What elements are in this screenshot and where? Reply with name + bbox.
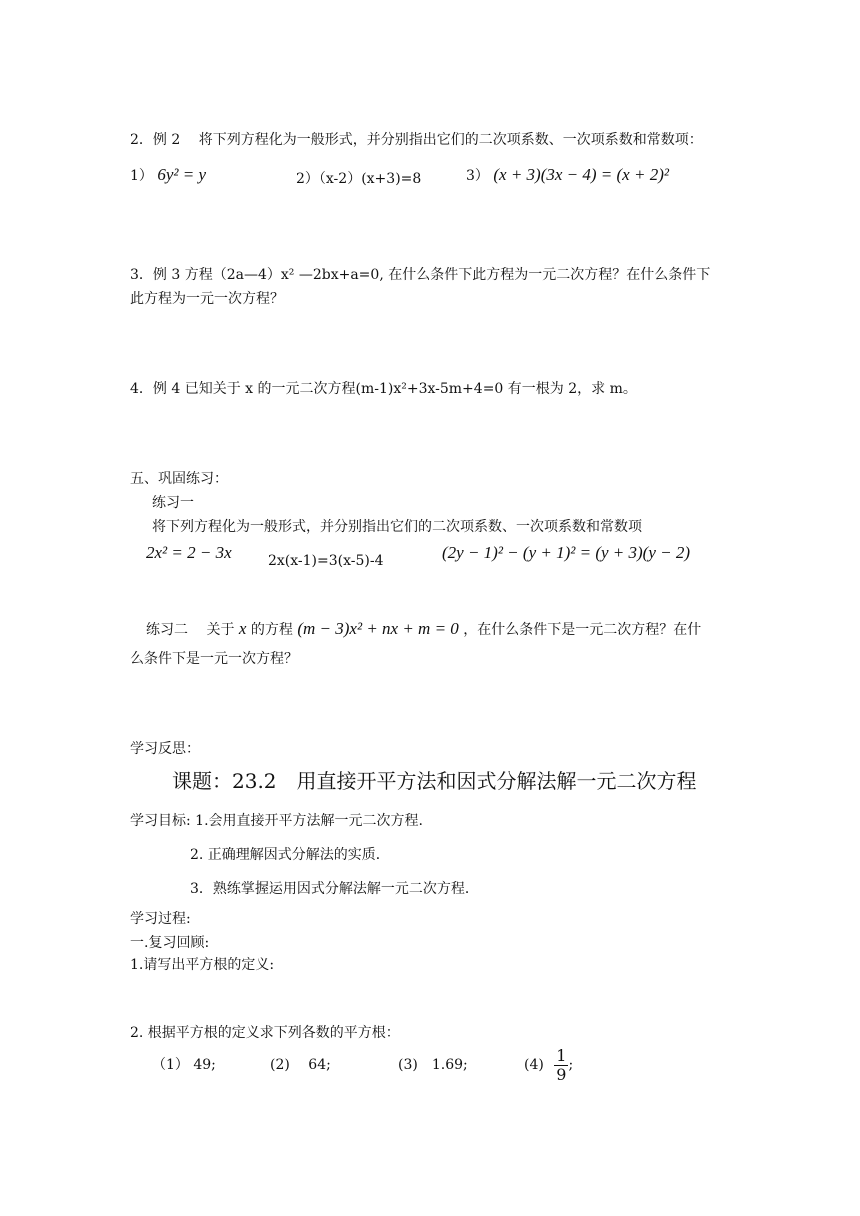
practice-2-equation: (m − 3)x² + nx + m = 0 xyxy=(297,619,459,638)
section-5-heading: 五、巩固练习： xyxy=(130,471,228,487)
practice-1-equation-2: 2x(x-1)=3(x-5)-4 xyxy=(268,553,384,569)
practice-1-label: 练习一 xyxy=(152,495,194,511)
example-2-heading: 2．例 2 将下列方程化为一般形式，并分别指出它们的二次项系数、一次项系数和常数项： xyxy=(130,132,703,148)
fraction xyxy=(554,1047,568,1084)
example-4-line: 4．例 4 已知关于 x 的一元二次方程(m-1)x²+3x-5m+4=0 有一根为 2，求 m。 xyxy=(130,381,637,397)
q2-item-1: （1） 49; xyxy=(152,1057,216,1073)
example-3-line-2: 此方程为一元一次方程？ xyxy=(130,291,284,307)
q2-item-3: (3) 1.69; xyxy=(398,1057,468,1073)
process-heading: 学习过程: xyxy=(130,911,191,927)
q2-item-4 xyxy=(524,1046,573,1084)
fraction-denominator: 9 xyxy=(556,1064,567,1084)
lesson-title: 课题：23.2 用直接开平方法和因式分解法解一元二次方程 xyxy=(172,769,697,793)
q2-item-2: (2) 64; xyxy=(270,1057,331,1073)
practice-2-line-1 xyxy=(146,620,701,639)
review-heading: 一.复习回顾: xyxy=(130,935,210,951)
fraction-tail: ; xyxy=(568,1057,574,1073)
practice-1-equation-3: (2y − 1)² − (y + 1)² = (y + 3)(y − 2) xyxy=(442,543,690,562)
item-label: (4) xyxy=(524,1057,544,1073)
equation: 6y² = y xyxy=(157,165,207,184)
item-label: 3） xyxy=(466,168,489,184)
practice-2-text-b: 的方程 xyxy=(250,622,293,638)
example-2-item-2: 2）（x-2）(x+3)=8 xyxy=(296,171,422,187)
reflection-heading: 学习反思： xyxy=(130,741,200,757)
example-2-item-1 xyxy=(130,166,206,185)
fraction-numerator: 1 xyxy=(556,1045,567,1065)
goal-3: 3．熟练掌握运用因式分解法解一元二次方程． xyxy=(190,881,479,897)
practice-1-text: 将下列方程化为一般形式，并分别指出它们的二次项系数、一次项系数和常数项 xyxy=(152,519,642,535)
goal-2: 2. 正确理解因式分解法的实质． xyxy=(190,847,390,863)
question-2: 2. 根据平方根的定义求下列各数的平方根： xyxy=(130,1025,400,1041)
example-3-line-1: 3．例 3 方程（2a—4）x² —2bx+a=0, 在什么条件下此方程为一元二次方程？在什么条件下 xyxy=(130,267,711,283)
practice-2-text-c: ，在什么条件下是一元二次方程？在什 xyxy=(463,622,702,638)
question-1: 1.请写出平方根的定义: xyxy=(130,957,275,973)
equation: (x + 3)(3x − 4) = (x + 2)² xyxy=(493,165,669,184)
practice-1-equation-1: 2x² = 2 − 3x xyxy=(146,543,232,562)
practice-2-line-2: 么条件下是一元一次方程？ xyxy=(130,651,298,667)
goal-1: 学习目标: 1.会用直接开平方法解一元二次方程. xyxy=(130,813,423,829)
practice-2-text-a: 练习二 关于 xyxy=(146,622,235,638)
practice-2-var: x xyxy=(238,619,247,638)
example-2-item-3 xyxy=(466,166,669,185)
item-label: 1） xyxy=(130,168,153,184)
